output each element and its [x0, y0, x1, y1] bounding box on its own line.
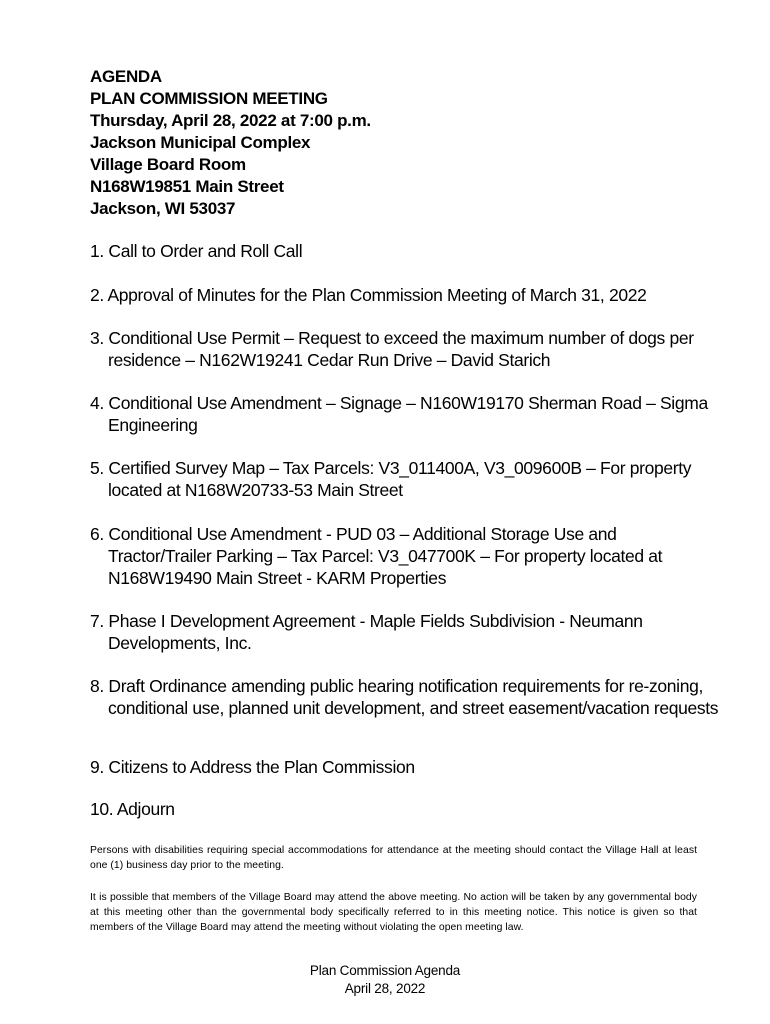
agenda-item: 6. Conditional Use Amendment - PUD 03 – Additional Storage Use and Tractor/Trailer Parking – Tax Parcel: V3_047700K – For property located at N168W19490 Main Street - KARM Properties: [90, 524, 663, 588]
header-meeting-datetime: Thursday, April 28, 2022 at 7:00 p.m.: [90, 111, 371, 130]
agenda-header: [90, 66, 690, 220]
agenda-item: 8. Draft Ordinance amending public hearing notification requirements for re-zoning, conditional use, planned unit development, and street easement/vacation requests: [90, 676, 719, 718]
header-city: Jackson, WI 53037: [90, 199, 236, 218]
accessibility-notice: Persons with disabilities requiring special accommodations for attendance at the meeting should contact the Village Hall at least one (1) business day prior to the meeting.: [90, 845, 697, 871]
footer-title: Plan Commission Agenda: [309, 963, 461, 978]
agenda-item: 1. Call to Order and Roll Call: [90, 241, 303, 261]
page-footer: [0, 962, 770, 998]
agenda-item: 3. Conditional Use Permit – Request to exceed the maximum number of dogs per residence – N162W19241 Cedar Run Drive – David Starich: [90, 328, 694, 370]
open-meeting-notice: It is possible that members of the Village Board may attend the above meeting. No action will be taken by any governmental body at this meeting other than the governmental body specifically referred to in this meeting notice. This notice is given so that members of the Village Board may attend the meeting without violating the open meeting law.: [90, 892, 697, 933]
agenda-item: 10. Adjourn: [90, 799, 175, 819]
agenda-item: 2. Approval of Minutes for the Plan Commission Meeting of March 31, 2022: [90, 285, 647, 305]
agenda-item: 7. Phase I Development Agreement - Maple Fields Subdivision - Neumann Developments, Inc.: [90, 611, 643, 653]
header-room: Village Board Room: [90, 155, 246, 174]
agenda-item: 5. Certified Survey Map – Tax Parcels: V3_011400A, V3_009600B – For property located at N168W20733-53 Main Street: [90, 458, 692, 500]
header-meeting-name: PLAN COMMISSION MEETING: [90, 89, 328, 108]
header-venue: Jackson Municipal Complex: [90, 133, 311, 152]
footer-date: April 28, 2022: [344, 981, 426, 996]
agenda-item: 9. Citizens to Address the Plan Commission: [90, 757, 415, 777]
agenda-item: 4. Conditional Use Amendment – Signage – N160W19170 Sherman Road – Sigma Engineering: [90, 393, 708, 435]
header-street: N168W19851 Main Street: [90, 177, 284, 196]
header-title: AGENDA: [90, 67, 162, 86]
